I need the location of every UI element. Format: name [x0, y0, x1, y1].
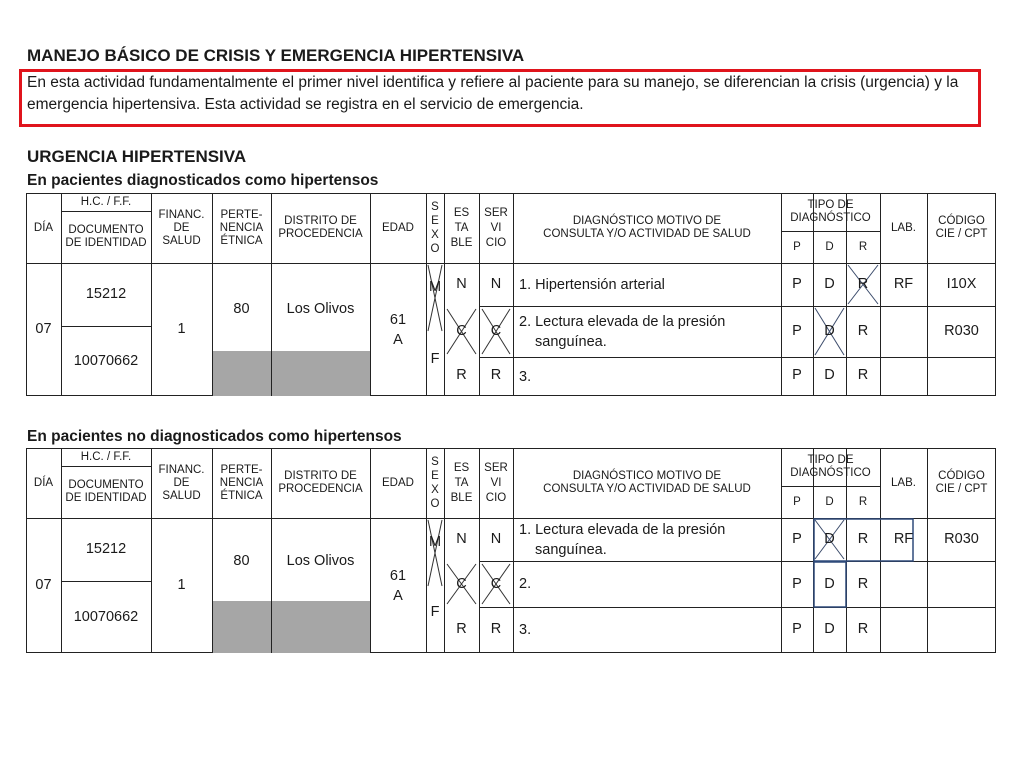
row-2-p: P [792, 323, 802, 339]
distrito-value: Los Olivos [286, 553, 355, 569]
pertenencia-gray-fill [213, 601, 271, 653]
header-tipo-d: D [825, 240, 834, 253]
financ-value: 1 [177, 577, 186, 593]
header-dia: DÍA [33, 476, 54, 489]
row-3-estable: R [456, 620, 467, 637]
table-1-subtitle: En pacientes diagnosticados como hipertensos [27, 172, 379, 189]
edad-value: 61 A [389, 567, 407, 604]
header-tipo-p: P [793, 495, 801, 508]
header-tipo-d: D [825, 495, 834, 508]
sexo-m-value: M [428, 279, 442, 295]
row-2-estable: C [456, 323, 467, 339]
header-tipo-diagnostico: TIPO DE DIAGNÓSTICO [790, 454, 871, 479]
row-2-lab [880, 561, 927, 607]
row-1-diagnostico [519, 263, 777, 306]
row-1-p: P [792, 276, 802, 292]
header-sexo: S E X O [430, 201, 440, 255]
row-1-diagnostico [519, 518, 777, 561]
dia-value: 07 [35, 321, 52, 337]
distrito-gray-fill [272, 601, 370, 653]
row-3-servicio: R [490, 367, 502, 383]
sexo-f-value: F [430, 350, 440, 367]
dia-value: 07 [35, 577, 52, 593]
row-3-d: D [824, 367, 835, 383]
row-2-codigo [927, 561, 996, 607]
header-distrito: DISTRITO DE PROCEDENCIA [278, 470, 363, 495]
header-edad: EDAD [382, 476, 414, 489]
row-2-estable: C [456, 575, 467, 592]
row-3-p: P [792, 620, 802, 637]
header-codigo: CÓDIGO CIE / CPT [935, 470, 988, 495]
row-3-diagnostico [519, 357, 777, 396]
documento-value: 10070662 [73, 352, 139, 369]
header-tipo-diagnostico: TIPO DE DIAGNÓSTICO [790, 199, 871, 224]
register-table-undiagnosed [26, 448, 996, 653]
header-tipo-r: R [858, 495, 868, 508]
row-2-servicio: C [490, 323, 502, 339]
row-3-r: R [857, 620, 869, 637]
pertenencia-gray-fill [213, 351, 271, 396]
row-3-codigo [927, 607, 996, 651]
header-servicio: SER VI CIO [484, 206, 508, 249]
pertenencia-value: 80 [233, 553, 250, 569]
header-documento: DOCUMENTO DE IDENTIDAD [65, 479, 147, 504]
header-estable: ES TA BLE [450, 461, 473, 504]
row-1-lab: RF [893, 531, 914, 547]
distrito-value: Los Olivos [286, 300, 355, 317]
row-1-d: D [824, 531, 835, 547]
row-1-codigo: R030 [944, 531, 979, 547]
section-title: URGENCIA HIPERTENSIVA [27, 147, 247, 166]
header-documento: DOCUMENTO DE IDENTIDAD [65, 224, 147, 249]
page-title: MANEJO BÁSICO DE CRISIS Y EMERGENCIA HIPERTENSIVA [27, 46, 525, 65]
table-2-subtitle: En pacientes no diagnosticados como hipertensos [27, 428, 402, 445]
row-1-estable: N [456, 276, 467, 292]
row-2-servicio: C [490, 575, 502, 592]
sexo-m-value: M [428, 534, 442, 550]
row-1-p: P [792, 531, 802, 547]
register-table-diagnosed [26, 193, 996, 396]
row-2-diagnostico [519, 561, 777, 607]
distrito-gray-fill [272, 351, 370, 396]
pertenencia-value: 80 [233, 300, 250, 317]
row-3-codigo [927, 357, 996, 394]
header-hc: H.C. / F.F. [80, 450, 132, 463]
row-1-r: R [857, 276, 869, 292]
row-1-codigo: I10X [946, 276, 977, 292]
row-3-lab [880, 607, 927, 651]
header-diagnostico: DIAGNÓSTICO MOTIVO DE CONSULTA Y/O ACTIVIDAD DE SALUD [543, 470, 751, 495]
financ-value: 1 [177, 321, 186, 337]
header-sexo: S E X O [430, 456, 440, 510]
header-distrito: DISTRITO DE PROCEDENCIA [278, 215, 363, 240]
header-pertenencia: PERTE- NENCIA ÉTNICA [219, 463, 264, 502]
header-servicio: SER VI CIO [484, 461, 508, 504]
header-financ: FINANC. DE SALUD [158, 463, 205, 502]
row-2-diagnostico [519, 306, 777, 357]
row-3-p: P [792, 367, 802, 383]
diagnostico-text: 3. [519, 368, 532, 385]
row-1-servicio: N [490, 276, 502, 292]
row-2-p: P [792, 575, 802, 592]
row-1-r: R [857, 531, 869, 547]
diagnostico-text: 1. Lectura elevada de la presión sanguínea. [519, 521, 726, 558]
header-edad: EDAD [382, 221, 414, 234]
row-2-lab [880, 306, 927, 357]
documento-value: 10070662 [73, 608, 139, 625]
row-3-servicio: R [490, 620, 502, 637]
header-pertenencia: PERTE- NENCIA ÉTNICA [219, 208, 264, 247]
header-hc: H.C. / F.F. [80, 195, 132, 208]
header-lab: LAB. [891, 221, 916, 234]
row-2-codigo: R030 [944, 323, 979, 339]
header-dia: DÍA [33, 221, 54, 234]
edad-value: 61 A [389, 311, 407, 348]
diagnostico-text: 3. [519, 622, 532, 638]
diagnostico-text: 2. Lectura elevada de la presión sanguínea. [519, 313, 726, 350]
header-financ: FINANC. DE SALUD [158, 208, 205, 247]
header-codigo: CÓDIGO CIE / CPT [935, 215, 988, 240]
intro-paragraph: En esta actividad fundamentalmente el primer nivel identifica y refiere al paciente para su manejo, se diferencian la crisis (urgencia) y la emergencia hipertensiva. Esta actividad se registra en el servicio de emergencia. [27, 74, 959, 113]
row-3-d: D [824, 620, 835, 637]
header-estable: ES TA BLE [450, 206, 473, 249]
row-2-d: D [824, 575, 835, 592]
sexo-f-value: F [430, 604, 440, 620]
header-diagnostico: DIAGNÓSTICO MOTIVO DE CONSULTA Y/O ACTIVIDAD DE SALUD [543, 215, 751, 240]
header-lab: LAB. [891, 476, 916, 489]
header-tipo-r: R [858, 240, 868, 253]
row-3-r: R [857, 367, 869, 383]
hc-value: 15212 [85, 541, 127, 557]
row-3-estable: R [456, 367, 467, 383]
row-1-estable: N [456, 531, 467, 547]
row-3-lab [880, 357, 927, 394]
row-1-servicio: N [490, 531, 502, 547]
header-tipo-p: P [793, 240, 801, 253]
diagnostico-text: 1. Hipertensión arterial [519, 276, 665, 293]
row-2-d: D [824, 323, 835, 339]
row-2-r: R [857, 575, 869, 592]
row-2-r: R [857, 323, 869, 339]
row-3-diagnostico [519, 607, 777, 653]
row-1-lab: RF [893, 276, 914, 292]
diagnostico-text: 2. [519, 576, 532, 592]
hc-value: 15212 [85, 286, 127, 302]
row-1-d: D [824, 276, 835, 292]
